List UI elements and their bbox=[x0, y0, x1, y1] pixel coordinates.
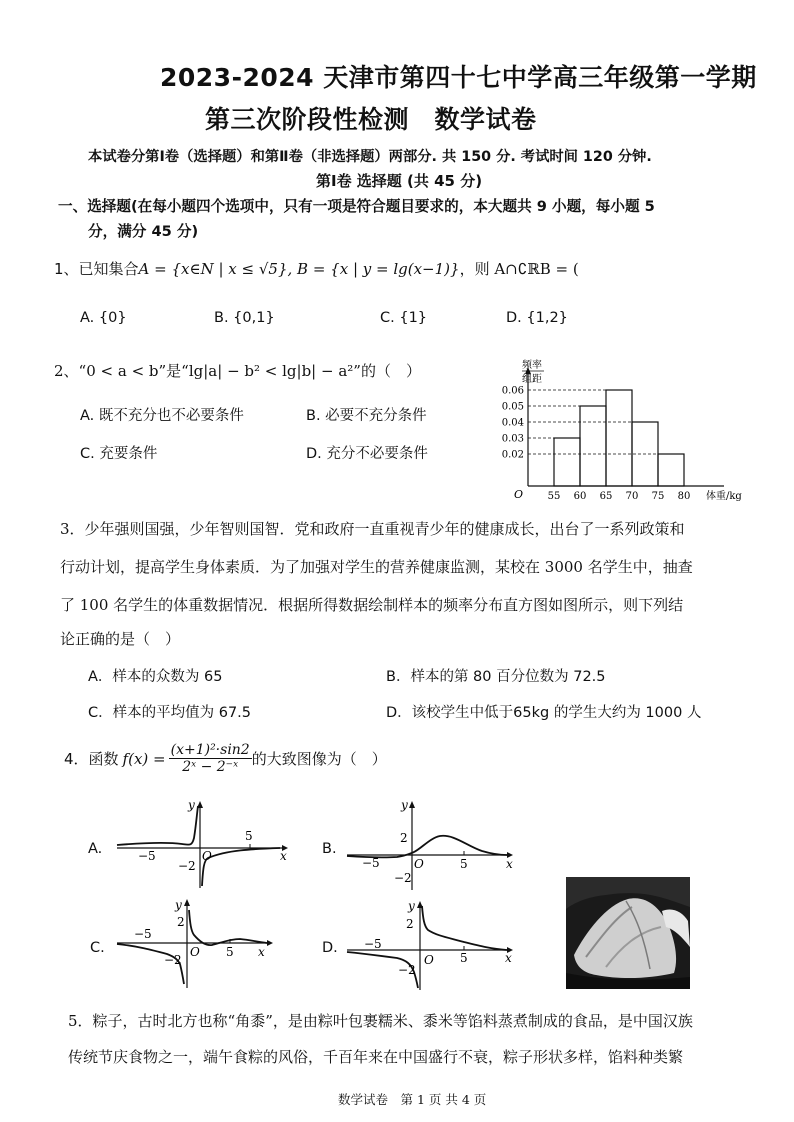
histogram-bar bbox=[658, 454, 684, 486]
q4-option-a[interactable]: A. bbox=[88, 841, 103, 857]
graph-b-tick-neg5: −5 bbox=[362, 856, 380, 870]
histogram-bar bbox=[554, 438, 580, 486]
q3-option-d[interactable]: D．该校学生中低于65kg 的学生大约为 1000 人 bbox=[386, 705, 702, 721]
graph-d-x-label: x bbox=[505, 951, 512, 965]
frequency-histogram bbox=[488, 354, 742, 504]
graph-d-tick-5: 5 bbox=[460, 951, 468, 965]
y-tick-label: 0.05 bbox=[501, 401, 524, 413]
question-1-stem bbox=[54, 258, 579, 279]
graph-c-tick-neg2: −2 bbox=[164, 953, 182, 967]
x-tick-label: 80 bbox=[677, 491, 691, 502]
q2-option-a[interactable]: A. 既不充分也不必要条件 bbox=[80, 408, 244, 424]
graph-a-x-label: x bbox=[280, 849, 287, 863]
graph-option-b[interactable] bbox=[342, 798, 522, 893]
q4-prefix: 4．函数 bbox=[64, 750, 119, 768]
q1-set-a: A = {x∈N | x ≤ √5} bbox=[138, 260, 288, 278]
graph-c-origin: O bbox=[190, 945, 200, 959]
x-tick-label: 55 bbox=[547, 491, 561, 502]
graph-b-origin: O bbox=[414, 857, 424, 871]
title-line-1: 2023-2024 天津市第四十七中学高三年级第一学期 bbox=[160, 63, 757, 92]
question-3-line-1: 3．少年强则国强，少年智则国智．党和政府一直重视青少年的健康成长，出台了一系列政策和 bbox=[60, 520, 685, 538]
q3-option-c[interactable]: C．样本的平均值为 67.5 bbox=[88, 705, 252, 721]
q1-option-c[interactable]: C. {1} bbox=[380, 310, 428, 326]
question-2-stem: 2、“0 < a < b”是“lg|a| − b² < lg|b| − a²”的（ ） bbox=[54, 362, 421, 380]
q1-option-a[interactable]: A. {0} bbox=[80, 310, 127, 326]
question-4-stem bbox=[64, 742, 387, 775]
question-5-line-1: 5．粽子，古时北方也称“角黍”，是由粽叶包裹糯米、黍米等馅料蒸煮制成的食品，是中国汉族 bbox=[68, 1012, 693, 1030]
graph-a-tick-neg5: −5 bbox=[138, 849, 156, 863]
graph-option-c[interactable] bbox=[112, 898, 292, 993]
graph-b-tick-5: 5 bbox=[460, 857, 468, 871]
q4-denominator: 2ˣ − 2⁻ˣ bbox=[182, 759, 239, 775]
histogram-origin: O bbox=[514, 488, 524, 501]
q1-suffix: ，则 A∩∁ℝB = ( bbox=[459, 260, 579, 278]
q2-option-d[interactable]: D. 充分不必要条件 bbox=[306, 446, 428, 462]
question-3-line-3: 了 100 名学生的体重数据情况．根据所得数据绘制样本的频率分布直方图如图所示，则下列结 bbox=[60, 596, 684, 614]
question-3-line-4: 论正确的是（ ） bbox=[60, 630, 181, 648]
graph-d-tick-2: 2 bbox=[406, 917, 414, 931]
q1-option-d[interactable]: D. {1,2} bbox=[506, 310, 568, 326]
q1-set-b: , B = {x | y = lg(x−1)} bbox=[287, 260, 460, 278]
x-tick-label: 60 bbox=[573, 491, 587, 502]
q3-option-a[interactable]: A．样本的众数为 65 bbox=[88, 669, 223, 685]
page-footer: 数学试卷 第 1 页 共 4 页 bbox=[338, 1092, 487, 1107]
q4-option-c[interactable]: C. bbox=[90, 940, 105, 956]
exam-intro: 本试卷分第Ⅰ卷（选择题）和第Ⅱ卷（非选择题）两部分. 共 150 分. 考试时间 120 分钟. bbox=[88, 149, 652, 165]
graph-d-tick-neg2: −2 bbox=[398, 963, 416, 977]
graph-option-d[interactable] bbox=[342, 898, 522, 993]
y-axis-label-bottom: 组距 bbox=[522, 374, 542, 385]
q3-option-b[interactable]: B．样本的第 80 百分位数为 72.5 bbox=[386, 669, 606, 685]
graph-d-origin: O bbox=[424, 953, 434, 967]
graph-a-y-label: y bbox=[188, 798, 195, 812]
x-tick-label: 70 bbox=[625, 491, 639, 502]
question-5-line-2: 传统节庆食物之一，端午食粽的风俗，千百年来在中国盛行不衰，粽子形状多样，馅料种类繁 bbox=[68, 1048, 684, 1066]
graph-a-tick-5: 5 bbox=[245, 829, 253, 843]
graph-c-x-label: x bbox=[258, 945, 265, 959]
graph-b-x-label: x bbox=[506, 857, 513, 871]
graph-c-tick-2: 2 bbox=[177, 915, 185, 929]
graph-a-origin: O bbox=[202, 849, 212, 863]
x-tick-label: 75 bbox=[651, 491, 665, 502]
graph-option-a[interactable] bbox=[112, 798, 292, 893]
graph-b-y-label: y bbox=[401, 798, 408, 812]
section-title: 第Ⅰ卷 选择题 (共 45 分) bbox=[316, 172, 483, 190]
zongzi-photo bbox=[566, 877, 690, 989]
q4-function-name: f(x) = bbox=[122, 749, 166, 768]
histogram-bar bbox=[606, 390, 632, 486]
q2-option-c[interactable]: C. 充要条件 bbox=[80, 446, 158, 462]
graph-b-tick-2: 2 bbox=[400, 831, 408, 845]
y-axis-label-top: 频率 bbox=[522, 360, 542, 371]
part1-heading-cont: 分，满分 45 分) bbox=[88, 223, 199, 240]
graph-d-y-label: y bbox=[408, 899, 415, 913]
y-tick-label: 0.06 bbox=[501, 385, 524, 397]
graph-c-y-label: y bbox=[175, 898, 182, 912]
q1-prefix: 1、已知集合 bbox=[54, 260, 139, 278]
part1-heading: 一、选择题(在每小题四个选项中，只有一项是符合题目要求的，本大题共 9 小题，每小题 5 bbox=[58, 198, 655, 215]
q4-numerator: (x+1)²·sin2 bbox=[170, 742, 250, 758]
graph-d-tick-neg5: −5 bbox=[364, 937, 382, 951]
x-tick-label: 65 bbox=[599, 491, 613, 502]
q1-option-b[interactable]: B. {0,1} bbox=[214, 310, 275, 326]
y-tick-label: 0.02 bbox=[501, 449, 524, 461]
q2-option-b[interactable]: B. 必要不充分条件 bbox=[306, 408, 427, 424]
q4-fraction bbox=[169, 742, 252, 775]
graph-b-tick-neg2: −2 bbox=[394, 871, 412, 885]
y-tick-label: 0.03 bbox=[501, 433, 524, 445]
q4-option-d[interactable]: D. bbox=[322, 940, 338, 956]
y-tick-label: 0.04 bbox=[501, 417, 524, 429]
graph-c-tick-neg5: −5 bbox=[134, 927, 152, 941]
title-line-2: 第三次阶段性检测 数学试卷 bbox=[205, 105, 537, 134]
question-3-line-2: 行动计划，提高学生身体素质．为了加强对学生的营养健康监测，某校在 3000 名学生中，抽查 bbox=[60, 558, 693, 576]
x-axis-label: 体重/kg bbox=[706, 491, 742, 502]
graph-a-tick-neg2: −2 bbox=[178, 859, 196, 873]
graph-c-tick-5: 5 bbox=[226, 945, 234, 959]
q4-suffix: 的大致图像为（ ） bbox=[251, 750, 387, 768]
q4-option-b[interactable]: B. bbox=[322, 841, 337, 857]
histogram-bar bbox=[580, 406, 606, 486]
